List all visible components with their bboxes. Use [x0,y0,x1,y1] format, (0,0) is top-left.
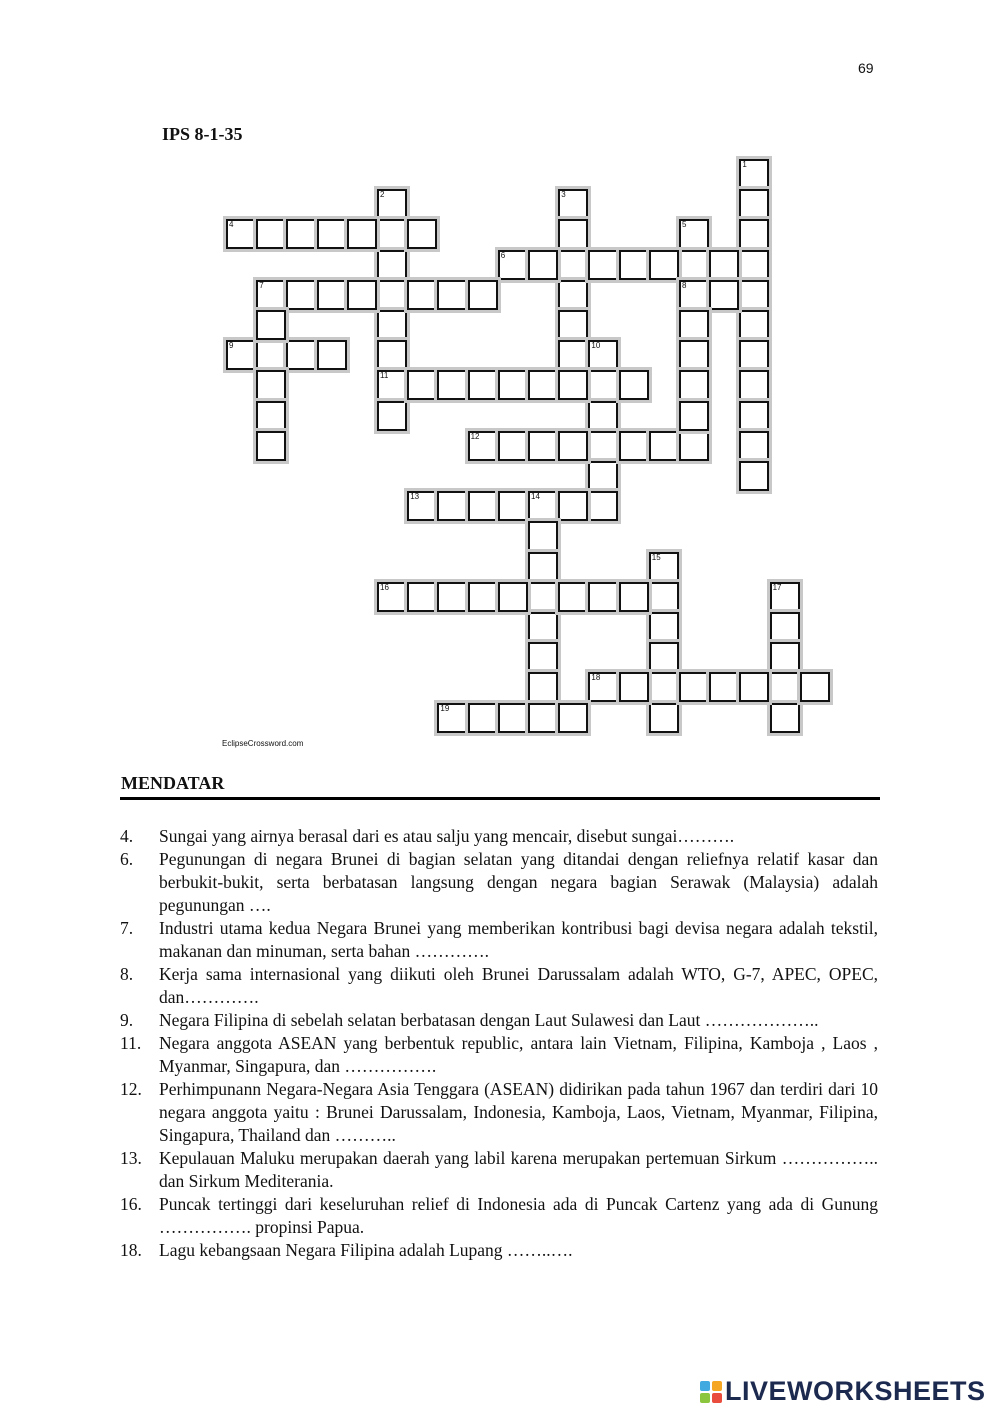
crossword-cell[interactable] [709,280,739,310]
crossword-cell[interactable] [377,219,407,249]
crossword-cell[interactable] [770,642,800,672]
crossword-cell[interactable] [679,280,709,310]
clue-number-label: 9 [229,341,234,351]
crossword-cell[interactable] [649,703,679,733]
clue-number-label: 19 [440,703,450,713]
clue-number: 12. [120,1079,142,1099]
crossword-cell[interactable] [588,250,618,280]
crossword-cell[interactable] [558,340,588,370]
crossword-cell[interactable] [256,401,286,431]
crossword-cell[interactable] [739,401,769,431]
clue-list-across [120,825,878,1262]
crossword-cell[interactable] [588,582,618,612]
logo-square [712,1393,722,1403]
crossword-cell[interactable] [739,461,769,491]
crossword-credit: EclipseCrossword.com [222,739,304,748]
crossword-cell[interactable] [649,431,679,461]
crossword-cell[interactable] [407,582,437,612]
clue-number: 9. [120,1010,134,1030]
crossword-cell[interactable] [619,431,649,461]
crossword-cell[interactable] [468,703,498,733]
clue-item [120,963,878,1009]
crossword-cell[interactable] [377,280,407,310]
crossword-cell[interactable] [619,250,649,280]
clue-item [120,917,878,963]
crossword-cell[interactable] [256,340,286,370]
crossword-cell[interactable] [528,642,558,672]
crossword-cell[interactable] [649,642,679,672]
crossword-cell[interactable] [407,280,437,310]
crossword-cell[interactable] [437,280,467,310]
crossword-cell[interactable] [770,703,800,733]
crossword-cell[interactable] [558,431,588,461]
clue-number-label: 7 [259,280,264,290]
brand-name: LIVEWORKSHEETS [725,1376,986,1406]
crossword-cell[interactable] [619,370,649,400]
crossword-cell[interactable] [528,612,558,642]
clue-number: 13. [120,1148,142,1168]
clue-number-label: 15 [651,552,661,562]
crossword-cell[interactable] [377,250,407,280]
crossword-cell[interactable] [558,310,588,340]
crossword-cell[interactable] [739,310,769,340]
worksheet-code: IPS 8-1-35 [162,124,243,144]
crossword-cell[interactable] [528,521,558,551]
crossword-cell[interactable] [498,431,528,461]
page-number: 69 [858,60,874,76]
clue-number: 8. [120,964,134,984]
crossword-cell[interactable] [649,672,679,702]
crossword-cell[interactable] [377,401,407,431]
crossword-cell[interactable] [286,219,316,249]
crossword-cell[interactable] [528,491,558,521]
clue-text: Pegunungan di negara Brunei di bagian selatan yang ditandai dengan reliefnya relatif kasar dan berbukit-bukit, serta berbatasan langsung dengan negara bagian Serawak (Malaysia) adalah pegunungan …. [159,849,878,915]
crossword-cell[interactable] [256,370,286,400]
crossword-cell[interactable] [558,280,588,310]
crossword-cell[interactable] [679,219,709,249]
crossword-cell[interactable] [468,431,498,461]
crossword-cell[interactable] [528,431,558,461]
logo-square [712,1381,722,1391]
brand-watermark [700,1376,986,1407]
crossword-cell[interactable] [679,431,709,461]
clue-number-label: 6 [500,250,506,260]
crossword-cell[interactable] [588,340,618,370]
crossword-cell[interactable] [770,612,800,642]
crossword-cell[interactable] [317,219,347,249]
crossword-cell[interactable] [558,219,588,249]
crossword-cell[interactable] [588,491,618,521]
crossword-cell[interactable] [800,672,830,702]
clue-text: Sungai yang airnya berasal dari es atau salju yang mencair, disebut sungai………. [159,826,735,846]
crossword-cell[interactable] [256,219,286,249]
clue-number-label: 13 [410,492,420,502]
crossword-cell[interactable] [468,280,498,310]
clue-number-label: 11 [380,371,389,381]
crossword-cell[interactable] [739,250,769,280]
clue-text: Perhimpunann Negara-Negara Asia Tenggara (ASEAN) didirikan pada tahun 1967 dan terdiri dari 10 negara anggota yaitu : Brunei Darussalam, Indonesia, Kamboja, Laos, Vietnam, Myanmar, Filipina, Singapura, Thailand dan ……….. [159,1079,878,1145]
clue-number: 6. [120,849,134,869]
crossword-cell[interactable] [709,250,739,280]
crossword-cell[interactable] [468,582,498,612]
crossword-cell[interactable] [679,672,709,702]
crossword-cell[interactable] [498,491,528,521]
clue-item [120,1239,878,1262]
crossword-cell[interactable] [437,582,467,612]
clue-item [120,1078,878,1147]
clue-number: 11. [120,1033,142,1053]
crossword-cell[interactable] [226,219,256,249]
crossword-cell[interactable] [649,250,679,280]
crossword-cell[interactable] [619,672,649,702]
clue-number: 7. [120,918,134,938]
crossword-cell[interactable] [649,552,679,582]
crossword-cell[interactable] [528,582,558,612]
crossword-cell[interactable] [709,672,739,702]
crossword-cell[interactable] [679,370,709,400]
crossword-cell[interactable] [588,461,618,491]
crossword-cell[interactable] [377,340,407,370]
crossword-cell[interactable] [649,582,679,612]
crossword-cell[interactable] [679,401,709,431]
crossword-cell[interactable] [558,189,588,219]
crossword-cell[interactable] [588,431,618,461]
section-divider [120,797,880,800]
crossword-cell[interactable] [528,552,558,582]
clue-number: 16. [120,1194,142,1214]
crossword-cell[interactable] [739,431,769,461]
crossword-cell[interactable] [739,340,769,370]
logo-square [700,1393,710,1403]
clue-number-label: 3 [561,190,566,200]
crossword-cell[interactable] [256,310,286,340]
crossword-cell[interactable] [528,250,558,280]
clue-text: Puncak tertinggi dari keseluruhan relief di Indonesia ada di Puncak Cartenz yang ada di Gunung ……………. propinsi Papua. [159,1194,878,1237]
crossword-cell[interactable] [347,219,377,249]
clue-number-label: 14 [531,492,540,502]
clue-number-label: 18 [591,673,601,683]
section-title-across: MENDATAR [121,773,225,793]
crossword-cell[interactable] [679,310,709,340]
clue-number-label: 8 [682,280,687,290]
crossword-cell[interactable] [437,491,467,521]
crossword-cell[interactable] [558,703,588,733]
clue-item [120,1032,878,1078]
crossword-cell[interactable] [498,703,528,733]
crossword-cell[interactable] [347,280,377,310]
crossword-cell[interactable] [498,370,528,400]
crossword-cell[interactable] [437,370,467,400]
clue-text: Negara Filipina di sebelah selatan berbatasan dengan Laut Sulawesi dan Laut ……………….. [159,1010,819,1030]
clue-number: 4. [120,826,134,846]
clue-number-label: 16 [380,582,389,592]
crossword-cell[interactable] [407,370,437,400]
crossword-cell[interactable] [739,159,769,189]
crossword-cell[interactable] [558,582,588,612]
crossword-cell[interactable] [739,280,769,310]
clue-item [120,848,878,917]
crossword-cell[interactable] [286,280,316,310]
crossword-cell[interactable] [739,219,769,249]
crossword-cell[interactable] [407,491,437,521]
logo-square [700,1381,710,1391]
crossword-cell[interactable] [317,280,347,310]
liveworksheets-logo-icon [700,1381,722,1403]
clue-text: Kerja sama internasional yang diikuti oleh Brunei Darussalam adalah WTO, G-7, APEC, OPEC, dan…………. [159,964,878,1007]
clue-text: Industri utama kedua Negara Brunei yang memberikan kontribusi bagi devisa negara adalah tekstil, makanan dan minuman, serta bahan …………. [159,918,878,961]
crossword-cell[interactable] [528,703,558,733]
clue-number-label: 1 [742,160,747,169]
crossword-cell[interactable] [256,431,286,461]
crossword-cell[interactable] [558,250,588,280]
clue-text: Negara anggota ASEAN yang berbentuk republic, antara lain Vietnam, Filipina, Kamboja , Laos , Myanmar, Singapura, dan ……………. [159,1033,878,1076]
crossword-cell[interactable] [679,340,709,370]
crossword-cell[interactable] [377,310,407,340]
crossword-cell[interactable] [588,370,618,400]
clue-item [120,825,878,848]
crossword-cell[interactable] [528,672,558,702]
clue-number-label: 12 [470,431,480,441]
crossword-cell[interactable] [558,370,588,400]
crossword-cell[interactable] [528,370,558,400]
clue-text: Kepulauan Maluku merupakan daerah yang labil karena merupakan pertemuan Sirkum …………….. dan Sirkum Mediterania. [159,1148,878,1191]
clue-number: 18. [120,1240,142,1260]
clue-item [120,1193,878,1239]
clue-number-label: 4 [229,220,234,230]
crossword-cell[interactable] [437,703,467,733]
crossword-cell[interactable] [377,189,407,219]
clue-number-label: 5 [682,220,687,230]
crossword-cell[interactable] [649,612,679,642]
crossword-cell[interactable] [679,250,709,280]
crossword-cell[interactable] [377,370,407,400]
crossword-cell[interactable] [588,672,618,702]
crossword-cell[interactable] [770,672,800,702]
crossword-cell[interactable] [256,280,286,310]
crossword-cell[interactable] [770,582,800,612]
crossword-cell[interactable] [377,582,407,612]
crossword-cell[interactable] [226,340,256,370]
crossword-cell[interactable] [739,189,769,219]
crossword-cell[interactable] [739,370,769,400]
crossword-cell[interactable] [739,672,769,702]
crossword-cell[interactable] [619,582,649,612]
crossword-cell[interactable] [498,582,528,612]
crossword-cell[interactable] [317,340,347,370]
clue-number-label: 2 [380,190,385,200]
crossword-cell[interactable] [407,219,437,249]
crossword-cell[interactable] [588,401,618,431]
crossword-cell[interactable] [558,491,588,521]
crossword-cell[interactable] [286,340,316,370]
clue-number-label: 17 [772,582,782,592]
crossword-cell[interactable] [468,491,498,521]
clue-item [120,1147,878,1193]
crossword-cell[interactable] [468,370,498,400]
clue-item [120,1009,878,1032]
clue-number-label: 10 [591,341,601,351]
crossword-cell[interactable] [498,250,528,280]
clue-text: Lagu kebangsaan Negara Filipina adalah Lupang ……..…. [159,1240,573,1260]
